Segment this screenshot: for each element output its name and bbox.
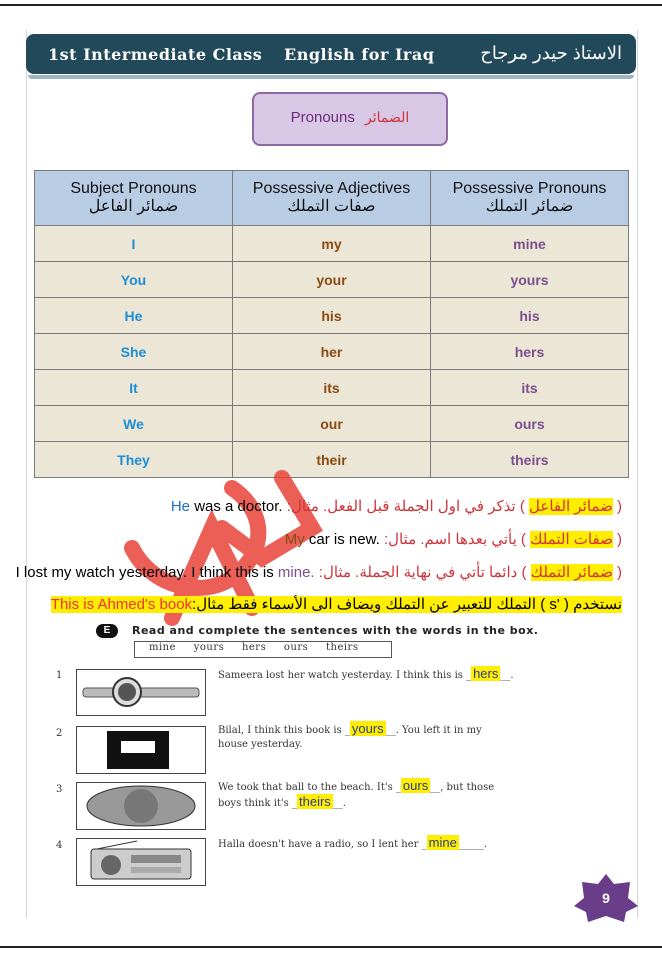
subject-label: English for Iraq <box>284 45 435 64</box>
exercise-sentence: Halla doesn't have a radio, so I lent her _ mine _____. <box>218 835 487 850</box>
word-item: ours <box>283 642 309 653</box>
item-number: 1 <box>56 670 63 681</box>
word-item: mine <box>149 642 177 653</box>
word-item: hers <box>241 642 267 653</box>
rule-apostrophe-s <box>51 595 622 613</box>
exercise-sentence: We took that ball to the beach. It's _ ours __, but those boys think it's _ theirs __. <box>218 778 495 809</box>
subject-cell: He <box>35 298 233 334</box>
adjective-cell: my <box>233 226 431 262</box>
adjective-cell: her <box>233 334 431 370</box>
header-subject-pronouns: Subject Pronouns ضمائر الفاعل <box>35 171 233 226</box>
table-row <box>35 226 629 262</box>
answer-highlight: yours <box>351 721 384 736</box>
lesson-title-box <box>252 92 448 146</box>
pronoun-cell: his <box>431 298 629 334</box>
pronoun-cell: yours <box>431 262 629 298</box>
item-number: 2 <box>56 728 63 739</box>
answer-highlight: mine <box>428 835 457 850</box>
bottom-border-line <box>0 946 662 948</box>
watch-image <box>76 669 206 716</box>
pronouns-table <box>34 170 629 478</box>
subject-cell: She <box>35 334 233 370</box>
table-header-row <box>35 171 629 226</box>
table-row <box>35 334 629 370</box>
word-item: theirs <box>325 642 359 653</box>
table-row <box>35 262 629 298</box>
pronoun-cell: mine <box>431 226 629 262</box>
item-number: 4 <box>56 840 63 851</box>
adjective-cell: its <box>233 370 431 406</box>
header-possessive-pronouns: Possessive Pronouns ضمائر التملك <box>431 171 629 226</box>
pronoun-cell: theirs <box>431 442 629 478</box>
pronoun-cell: ours <box>431 406 629 442</box>
page-number: 9 <box>602 890 610 906</box>
page-number-badge <box>574 874 638 922</box>
top-border-line <box>0 4 662 6</box>
exercise-sentence: Bilal, I think this book is _ yours __. You left it in my house yesterday. <box>218 721 482 750</box>
item-number: 3 <box>56 784 63 795</box>
class-label: 1st Intermediate Class <box>48 45 263 64</box>
rule-subject-pronouns: ( ضمائر الفاعل ) تذكر في اول الجملة قبل الفعل. مثال: He was a doctor. <box>170 498 622 515</box>
adjective-cell: your <box>233 262 431 298</box>
teacher-name: الاستاذ حيدر مرجاح <box>480 43 622 63</box>
rule-apostrophe-highlight: نستخدم ( 's ) التملك للتعبير عن التملك ويضاف الى الأسماء فقط مثال:This is Ahmed's book <box>50 596 622 613</box>
exercise-instruction: Read and complete the sentences with the words in the box. <box>132 624 539 637</box>
exercise-sentence: Sameera lost her watch yesterday. I think this is _ hers __. <box>218 666 514 681</box>
ball-image <box>76 782 206 830</box>
header-shadow <box>28 75 634 79</box>
radio-image <box>76 838 206 886</box>
adjective-cell: their <box>233 442 431 478</box>
rule-possessive-pronouns: ( ضمائر التملك ) دائما تأتي في نهاية الجملة. مثال: I lost my watch yesterday. I think this is mine. <box>15 564 622 581</box>
subject-cell: You <box>35 262 233 298</box>
subject-cell: It <box>35 370 233 406</box>
rule-possessive-adjectives: ( صفات التملك ) يأتي بعدها اسم. مثال: My car is new. <box>284 531 622 548</box>
page-header <box>26 34 636 74</box>
book-image <box>76 726 206 774</box>
pronoun-cell: its <box>431 370 629 406</box>
word-box <box>134 641 392 658</box>
answer-highlight: ours <box>402 778 429 793</box>
subject-cell: I <box>35 226 233 262</box>
adjective-cell: his <box>233 298 431 334</box>
pronoun-cell: hers <box>431 334 629 370</box>
table-row <box>35 406 629 442</box>
word-item: yours <box>193 642 225 653</box>
answer-highlight: hers <box>473 666 499 681</box>
header-possessive-adjectives: Possessive Adjectives صفات التملك <box>233 171 431 226</box>
table-row <box>35 370 629 406</box>
rule-term-highlight: صفات التملك <box>530 531 613 548</box>
adjective-cell: our <box>233 406 431 442</box>
rule-term-highlight: ضمائر الفاعل <box>529 498 613 515</box>
table-row <box>35 298 629 334</box>
subject-cell: They <box>35 442 233 478</box>
subject-cell: We <box>35 406 233 442</box>
lesson-title-en: Pronouns <box>290 109 355 126</box>
rule-term-highlight: ضمائر التملك <box>530 564 613 581</box>
exercise-badge: E <box>96 624 118 638</box>
answer-highlight: theirs <box>299 794 331 809</box>
lesson-title-ar: الضمائر <box>365 109 410 125</box>
